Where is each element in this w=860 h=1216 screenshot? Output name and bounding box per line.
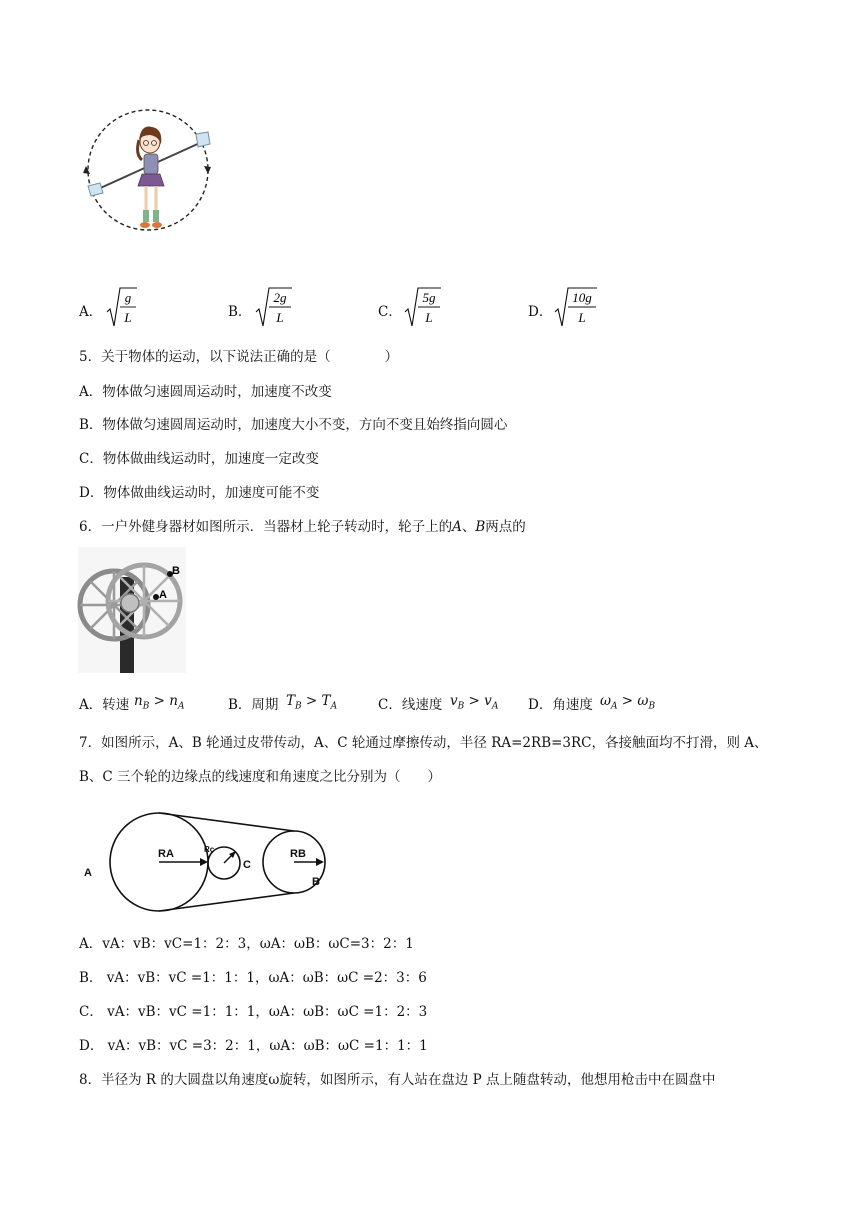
q6-option-a-label: A．转速 — [79, 697, 130, 713]
q6-option-b-label: B．周期 — [228, 697, 279, 713]
belt-label-a: A — [84, 867, 92, 879]
girl-rod-figure — [84, 104, 214, 240]
q6-stem-b: B — [475, 519, 486, 535]
q7-option-d: D． vA：vB：vC =3：2：1，ωA：ωB：ωC =1：1：1 — [79, 1038, 428, 1054]
fitness-wheel-figure — [78, 547, 186, 673]
belt-label-ra: RA — [158, 848, 174, 860]
q4-option-d-num: 10g — [572, 290, 592, 305]
q7-line-2: B、C 三个轮的边缘点的线速度和角速度之比分别为（ ） — [79, 769, 442, 785]
q6-stem-end: 两点的 — [485, 519, 526, 535]
q7-option-a: A．vA：vB：vC=1：2：3，ωA：ωB：ωC=3：2：1 — [79, 936, 414, 952]
q6-stem-a: A — [452, 519, 462, 535]
q6-option-c-expr: $v_B > v_A$ — [450, 693, 499, 712]
q6-option-d-label: D．角速度 — [528, 697, 593, 713]
q5-option-d: D．物体做曲线运动时，加速度可能不变 — [79, 485, 320, 501]
q7-option-b: B． vA：vB：vC =1：1：1，ωA：ωB：ωC =2：3：6 — [79, 970, 427, 986]
q6-option-a-expr: $n_B > n_A$ — [134, 693, 185, 712]
q6-option-d-expr: $\omega_A > \omega_B$ — [600, 693, 656, 712]
belt-label-rc: Rc — [204, 845, 215, 854]
q4-option-c-num: 5g — [422, 290, 436, 305]
q7-option-c: C． vA：vB：vC =1：1：1，ωA：ωB：ωC =1：2：3 — [79, 1004, 428, 1020]
q4-option-a-radical — [105, 284, 139, 330]
q4-option-c-radical — [403, 284, 443, 330]
q4-option-b-den: L — [276, 310, 284, 325]
belt-label-b: B — [312, 876, 320, 888]
q4-option-b-radical — [254, 284, 294, 330]
q5-option-a: A．物体做匀速圆周运动时，加速度不改变 — [79, 384, 332, 400]
q7-line-1: 7．如图所示，A、B 轮通过皮带传动，A、C 轮通过摩擦传动，半径 RA=2RB=3RC，各接触面均不打滑，则 A、 — [79, 735, 768, 751]
q6-stem-sep: 、 — [461, 519, 476, 535]
belt-wheels-figure — [84, 810, 340, 916]
belt-label-rb: RB — [290, 848, 306, 860]
q4-option-b-num: 2g — [273, 290, 287, 305]
q4-option-a-den: L — [124, 310, 132, 325]
q4-option-a-num: g — [124, 290, 132, 305]
q4-option-d-den: L — [578, 310, 586, 325]
q5-option-c: C．物体做曲线运动时，加速度一定改变 — [79, 451, 319, 467]
q5-option-b: B．物体做匀速圆周运动时，加速度大小不变，方向不变且始终指向圆心 — [79, 417, 508, 433]
q4-option-c-label: C． — [378, 304, 402, 320]
q4-option-b-label: B． — [228, 304, 252, 320]
q6-option-b-expr: $T_B > T_A$ — [286, 693, 338, 712]
q6-option-c-label: C．线速度 — [378, 697, 443, 713]
q8-stem: 8．半径为 R 的大圆盘以角速度ω旋转，如图所示，有人站在盘边 P 点上随盘转动，他想用枪击中在圆盘中 — [79, 1072, 716, 1088]
q6-figure-label-a: A — [159, 589, 167, 601]
q6-stem-text: 6．一户外健身器材如图所示．当器材上轮子转动时，轮子上的 — [79, 519, 453, 535]
belt-label-c: C — [243, 859, 251, 871]
q4-option-a-label: A． — [79, 304, 103, 320]
q4-option-d-radical — [553, 284, 599, 330]
q6-figure-label-b: B — [172, 565, 180, 577]
q4-option-d-label: D． — [528, 304, 553, 320]
q5-stem: 5．关于物体的运动，以下说法正确的是（ ） — [79, 349, 399, 365]
q6-stem — [79, 518, 526, 536]
q4-option-c-den: L — [425, 310, 433, 325]
